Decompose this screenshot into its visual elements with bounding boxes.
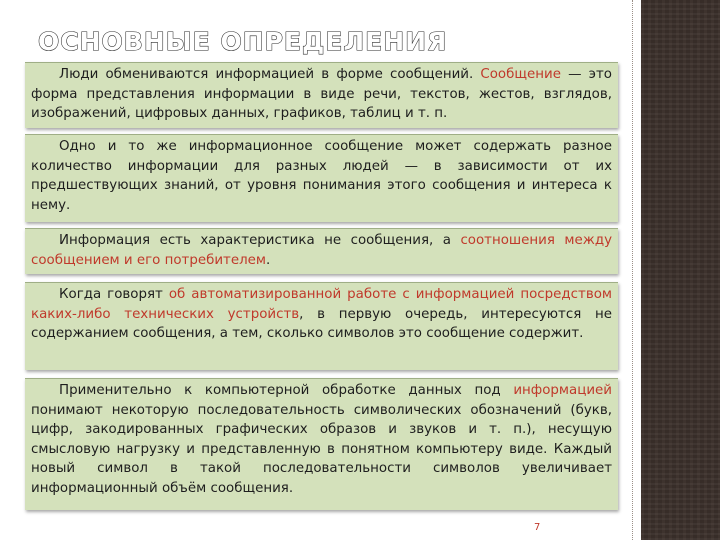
highlighted-term: Сообщение — [480, 67, 561, 82]
decorative-side-panel — [641, 0, 720, 540]
slide-title-text: ОСНОВНЫЕ ОПРЕДЕЛЕНИЯ — [38, 27, 448, 56]
text-run: Одно и то же информационное сообщение может содержать разное количество информации для разных людей — в зависимости от их предшествующих знаний, от уровня понимания этого сообщения и интереса к нему. — [31, 139, 612, 213]
highlighted-term: соотношения между сообщением и его потребителем — [31, 233, 613, 268]
definition-block-message — [25, 62, 618, 128]
definition-paragraph — [31, 381, 612, 498]
definition-paragraph — [31, 137, 612, 215]
definition-block-information-amount — [25, 134, 618, 222]
definition-paragraph — [31, 65, 612, 124]
highlighted-term: информацией — [513, 383, 612, 398]
dotted-divider — [632, 0, 636, 540]
text-run: . — [265, 252, 271, 268]
slide-title — [36, 20, 596, 60]
page-number: 7 — [534, 522, 541, 533]
text-run: Применительно к компьютерной обработке данных под — [59, 383, 514, 398]
text-run: понимают некоторую последовательность символических обозначений (букв, цифр, закодированных графических образов и звуков и т. п.), несущую смысловую нагрузку и представленную в понятном компьютеру виде. Каждый новый символ в такой последовательности символов увеличивает информационный объём сообщения. — [31, 402, 612, 496]
text-run: — это форма представления информации в виде речи, текстов, жестов, взглядов, изображений, цифровых данных, графиков, таблиц и т. п. — [31, 67, 612, 121]
definition-block-relation — [25, 228, 618, 274]
definition-block-automation — [25, 282, 618, 370]
definition-block-computer-processing — [25, 378, 618, 510]
highlighted-term: об автоматизированной работе с информацией посредством каких-либо технических устройств — [31, 287, 612, 322]
text-run: Информация есть характеристика не сообщения, а — [59, 233, 461, 248]
text-run: , в первую очередь, интересуются не содержанием сообщения, а тем, сколько символов это сообщение содержит. — [31, 306, 612, 341]
text-run: Когда говорят — [59, 287, 169, 302]
text-run: Люди обмениваются информацией в форме сообщений. — [59, 67, 481, 82]
definition-paragraph — [31, 231, 612, 270]
definition-paragraph — [31, 285, 612, 344]
